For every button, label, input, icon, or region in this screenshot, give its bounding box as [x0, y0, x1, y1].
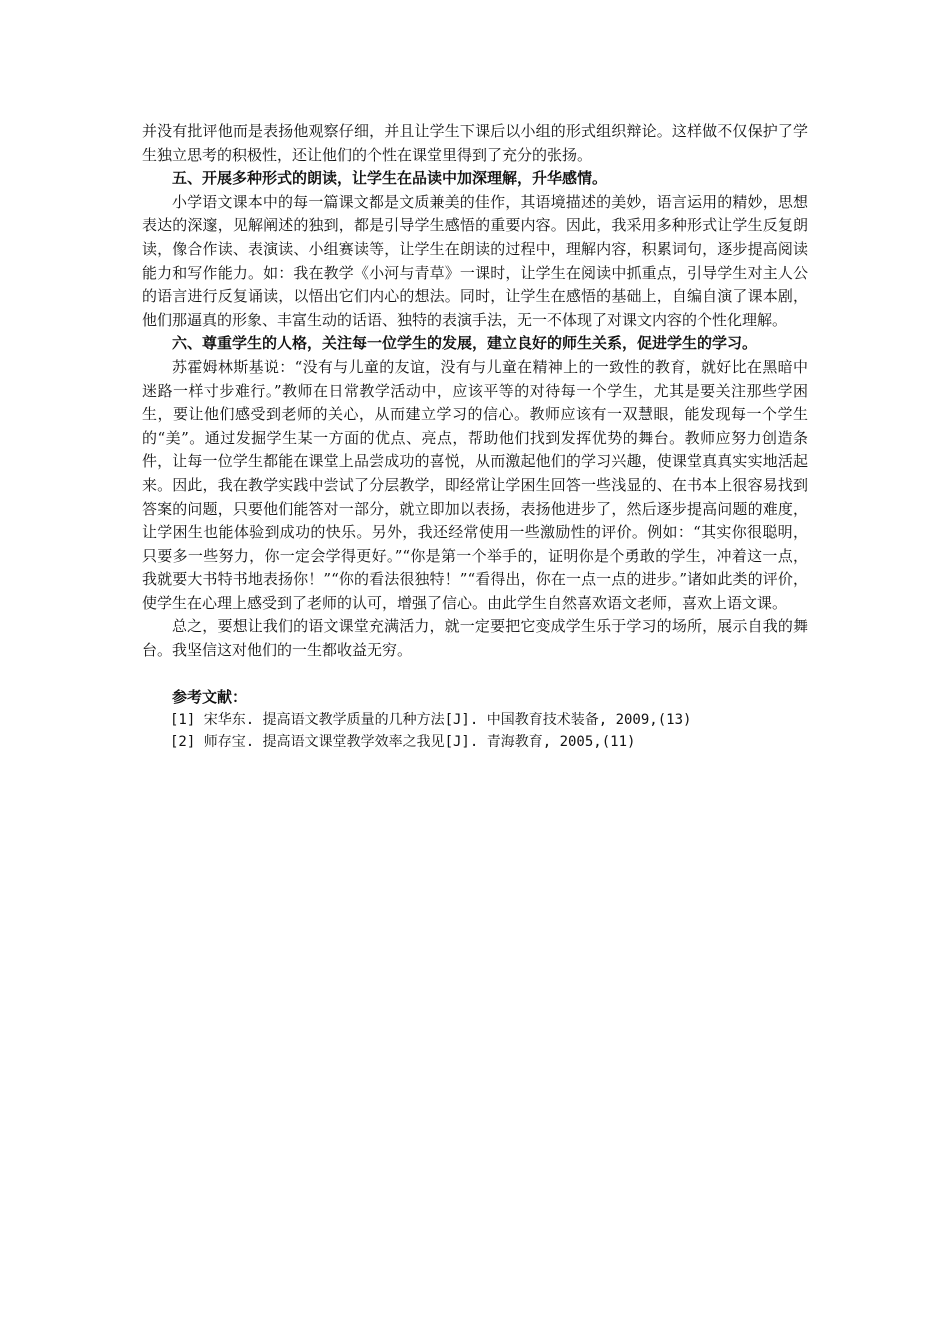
- paragraph-respect: 苏霍姆林斯基说：“没有与儿童的友谊，没有与儿童在精神上的一致性的教育，就好比在黑暗中迷路一样寸步难行。”教师在日常教学活动中，应该平等的对待每一个学生，尤其是要关注那些学困生，要让他们感受到老师的关心，从而建立学习的信心。教师应该有一双慧眼，能发现每一个学生的“美”。通过发掘学生某一方面的优点、亮点，帮助他们找到发挥优势的舞台。教师应努力创造条件，让每一位学生都能在课堂上品尝成功的喜悦，从而激起他们的学习兴趣，使课堂真真实实地活起来。因此，我在教学实践中尝试了分层教学，即经常让学困生回答一些浅显的、在书本上很容易找到答案的问题，只要他们能答对一部分，就立即加以表扬，表扬他进步了，然后逐步提高问题的难度，让学困生也能体验到成功的快乐。另外，我还经常使用一些激励性的评价。例如：“其实你很聪明，只要多一些努力，你一定会学得更好。”“你是第一个举手的，证明你是个勇敢的学生，冲着这一点，我就要大书特书地表扬你！”“你的看法很独特！”“看得出，你在一点一点的进步。”诸如此类的评价，使学生在心理上感受到了老师的认可，增强了信心。由此学生自然喜欢语文老师，喜欢上语文课。: [142, 357, 808, 612]
- document-body: [142, 120, 808, 753]
- section-heading-5: 五、开展多种形式的朗读，让学生在品读中加深理解，升华感情。: [172, 169, 608, 188]
- references-section: [142, 686, 808, 754]
- reference-item-2: [2] 师存宝. 提高语文课堂教学效率之我见[J]. 青海教育, 2005,(11): [170, 734, 636, 751]
- section-heading-6: 六、尊重学生的人格，关注每一位学生的发展，建立良好的师生关系，促进学生的学习。: [172, 334, 758, 353]
- reference-item-1: [1] 宋华东. 提高语文教学质量的几种方法[J]. 中国教育技术装备, 2009,(13): [170, 712, 692, 729]
- paragraph-continuation: 并没有批评他而是表扬他观察仔细，并且让学生下课后以小组的形式组织辩论。这样做不仅保护了学生独立思考的积极性，还让他们的个性在课堂里得到了充分的张扬。: [142, 122, 808, 164]
- paragraph-reading: 小学语文课本中的每一篇课文都是文质兼美的佳作，其语境描述的美妙，语言运用的精妙，思想表达的深邃，见解阐述的独到，都是引导学生感悟的重要内容。因此，我采用多种形式让学生反复朗读，像合作读、表演读、小组赛读等，让学生在朗读的过程中，理解内容，积累词句，逐步提高阅读能力和写作能力。如：我在教学《小河与青草》一课时，让学生在阅读中抓重点，引导学生对主人公的语言进行反复诵读，以悟出它们内心的想法。同时，让学生在感悟的基础上，自编自演了课本剧，他们那逼真的形象、丰富生动的话语、独特的表演手法，无一不体现了对课文内容的个性化理解。: [142, 192, 808, 329]
- references-title: 参考文献：: [172, 687, 248, 706]
- paragraph-conclusion: 总之，要想让我们的语文课堂充满活力，就一定要把它变成学生乐于学习的场所，展示自我的舞台。我坚信这对他们的一生都收益无穷。: [142, 617, 808, 660]
